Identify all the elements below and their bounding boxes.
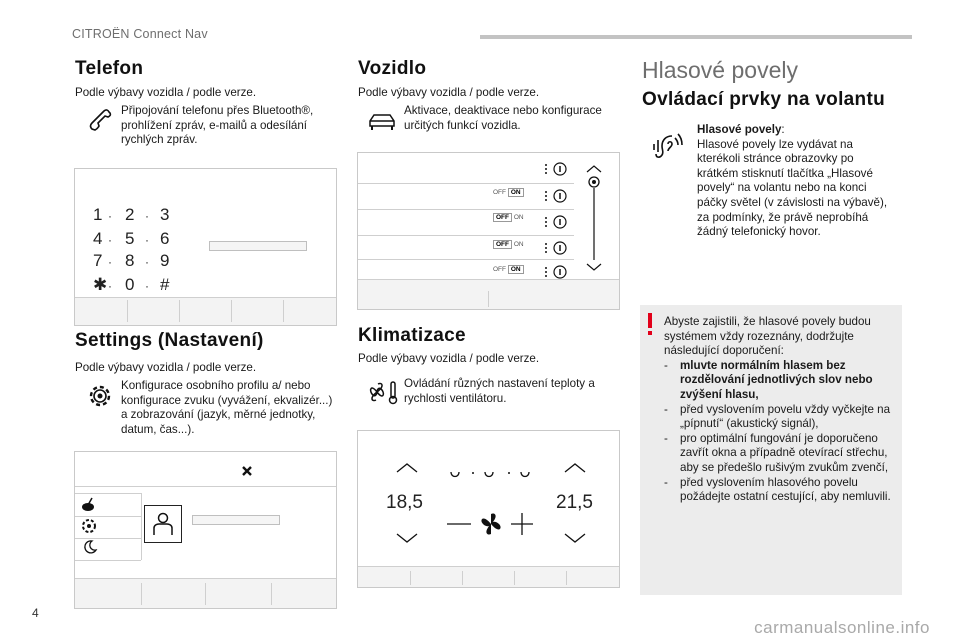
document-header: CITROËN Connect Nav bbox=[72, 27, 208, 41]
hlasove-description: Hlasové povely: Hlasové povely lze vydávat na kterékoli stránce obrazovky po krátkém stisknutí tlačítka „Hlasové povely“ na volantu nebo na konci páčky světel (v závislosti na výbavě), za podmínky, že právě neprobíhá žádný telefonický hovor. bbox=[697, 123, 888, 239]
settings-screen bbox=[74, 451, 337, 609]
keypad-key: 4 bbox=[93, 229, 103, 248]
phone-keypad-screen bbox=[74, 168, 337, 326]
keypad-key: 7 bbox=[93, 251, 103, 270]
vozidlo-intro: Podle výbavy vozidla / podle verze. bbox=[358, 86, 540, 99]
vozidlo-heading: Vozidlo bbox=[358, 58, 427, 79]
keypad-key: 1 bbox=[93, 205, 103, 224]
keypad-key: 2 bbox=[125, 205, 135, 224]
keypad-separator: · bbox=[108, 233, 112, 247]
keypad-separator: · bbox=[145, 209, 149, 223]
header-rule bbox=[480, 35, 912, 39]
keypad-separator: · bbox=[108, 279, 112, 293]
note-item: - před vyslovením povelu vždy vyčkejte na „pípnutí“ (akustický signál), bbox=[664, 402, 891, 431]
user-profile-icon bbox=[145, 506, 181, 542]
note-item: - mluvte normálním hlasem bez rozdělování jednotlivých slov nebo zvýšení hlasu, bbox=[664, 358, 873, 401]
gear-icon bbox=[86, 382, 114, 410]
telefon-heading: Telefon bbox=[75, 58, 144, 79]
keypad-separator: · bbox=[108, 255, 112, 269]
telefon-intro: Podle výbavy vozidla / podle verze. bbox=[75, 86, 257, 99]
toggle-1: OFF ON bbox=[493, 189, 524, 196]
keypad-separator: · bbox=[145, 233, 149, 247]
warning-icon bbox=[647, 313, 653, 335]
keypad-key: 3 bbox=[160, 205, 170, 224]
gear-settings-icon bbox=[80, 517, 98, 535]
voice-command-icon bbox=[650, 130, 686, 162]
klimatizace-description: Ovládání různých nastavení teploty a rychlosti ventilátoru. bbox=[404, 377, 595, 405]
phone-icon bbox=[86, 107, 114, 135]
note-box bbox=[640, 305, 902, 595]
keypad-key: ✱ bbox=[93, 275, 108, 294]
keypad-key: # bbox=[160, 275, 170, 294]
keypad-separator: · bbox=[145, 255, 149, 269]
toggle-4: OFF ON bbox=[493, 266, 524, 273]
hlasove-desc-text: Hlasové povely lze vydávat na kterékoli stránce obrazovky po krátkém stisknutí tlačítka „Hlasové povely“ na volantu nebo na konci páčky světel (v závislosti na výbavě), za podmínky, že právě neprobíhá žádný telefonický hovor. bbox=[697, 137, 888, 239]
toggle-3: OFF ON bbox=[493, 241, 524, 248]
hlasove-label: Hlasové povely bbox=[697, 123, 782, 136]
profile-button bbox=[144, 505, 182, 543]
sound-profile-icon bbox=[80, 496, 98, 514]
keypad-separator: · bbox=[108, 209, 112, 223]
watermark: carmanualsonline.info bbox=[754, 618, 930, 637]
telefon-description: Připojování telefonu přes Bluetooth®, prohlížení zpráv, e-mailů a odesílání rychlých zpráv. bbox=[121, 104, 314, 147]
klimatizace-intro: Podle výbavy vozidla / podle verze. bbox=[358, 352, 540, 365]
keypad-key: 0 bbox=[125, 275, 135, 294]
settings-heading: Settings (Nastavení) bbox=[75, 330, 264, 351]
note-list bbox=[664, 359, 896, 505]
car-icon bbox=[366, 110, 398, 134]
scrollbar bbox=[584, 162, 604, 274]
keypad-key: 6 bbox=[160, 229, 170, 248]
keypad-key: 9 bbox=[160, 251, 170, 270]
temperature-left: 18,5 bbox=[386, 492, 423, 513]
moon-icon bbox=[82, 539, 98, 555]
toggle-2: OFF ON bbox=[493, 214, 524, 221]
vehicle-settings-screen bbox=[357, 152, 620, 310]
menu-and-info-icons bbox=[540, 160, 572, 280]
vozidlo-description: Aktivace, deaktivace nebo konfigurace určitých funkcí vozidla. bbox=[404, 104, 602, 132]
keypad-separator: · bbox=[145, 279, 149, 293]
climate-icon bbox=[366, 378, 400, 406]
klimatizace-heading: Klimatizace bbox=[358, 325, 466, 346]
hlasove-title: Hlasové povely bbox=[642, 57, 798, 83]
hlasove-subheading: Ovládací prvky na volantu bbox=[642, 89, 885, 110]
close-icon bbox=[241, 465, 253, 477]
temperature-right: 21,5 bbox=[556, 492, 593, 513]
keypad-key: 8 bbox=[125, 251, 135, 270]
note-intro: Abyste zajistili, že hlasové povely budou systémem vždy rozeznány, dodržujte následující doporučení: bbox=[664, 315, 871, 358]
keypad-key: 5 bbox=[125, 229, 135, 248]
number-display-field bbox=[209, 241, 307, 251]
note-item: - před vyslovením hlasového povelu požádejte ostatní cestující, aby nemluvili. bbox=[664, 475, 891, 504]
settings-intro: Podle výbavy vozidla / podle verze. bbox=[75, 361, 257, 374]
note-item: - pro optimální fungování je doporučeno zavřít okna a případně otevírací střechu, aby se předešlo rušivým zvukům zvenčí, bbox=[664, 431, 889, 474]
settings-description: Konfigurace osobního profilu a/ nebo konfigurace zvuku (vyvážení, ekvalizér...) a zobrazování (jazyk, měrné jednotky, datum, čas...). bbox=[121, 379, 333, 436]
page-number: 4 bbox=[32, 606, 39, 620]
